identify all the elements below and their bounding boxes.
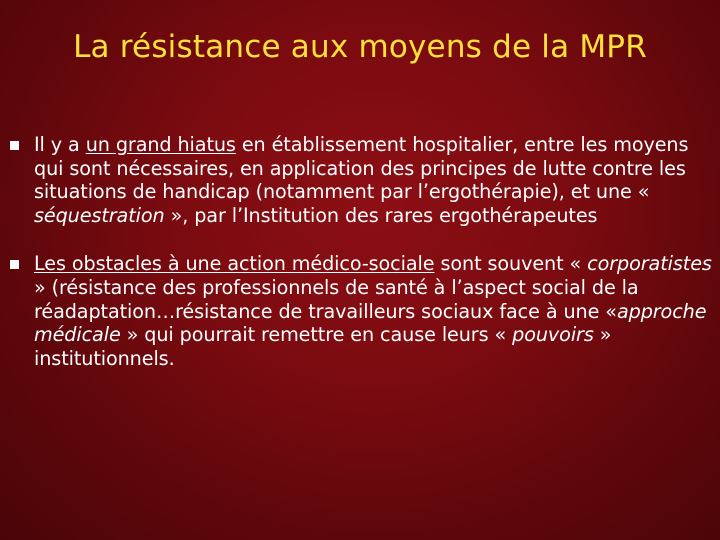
bullet-text-underlined: Les obstacles à une action médico-sociale xyxy=(34,252,435,276)
bullet-text-segment: », par l’Institution des rares ergothérapeutes xyxy=(170,203,598,227)
bullet-text-italic: pouvoirs xyxy=(512,323,600,347)
bullet-item-obstacles xyxy=(0,252,720,370)
bullet-text-segment: » institutionnels. xyxy=(34,323,612,370)
bullet-text-segment: » qui pourrait remettre en cause leurs « xyxy=(126,323,513,347)
bullet-item-hiatus xyxy=(0,133,720,227)
square-bullet-icon xyxy=(10,260,19,269)
bullet-list xyxy=(0,133,720,370)
slide-title: La résistance aux moyens de la MPR xyxy=(73,29,647,65)
bullet-text-italic: corporatistes xyxy=(581,252,712,276)
square-bullet-icon xyxy=(10,141,19,150)
bullet-text-underlined: un grand hiatus xyxy=(85,133,236,156)
bullet-text-segment: » (résistance des professionnels de santé à l’aspect social de la réadaptation…résistance de travailleurs sociaux face à une « xyxy=(34,275,639,323)
bullet-text-segment: en établissement hospitalier, entre les moyens qui sont nécessaires, en application des principes de lutte contre les situations de handicap (notamment par l’ergothérapie), et une « xyxy=(34,133,689,204)
bullet-text-italic: séquestration xyxy=(34,203,171,227)
bullet-text-segment: Il y a xyxy=(34,133,86,156)
bullet-text-italic: approche médicale xyxy=(34,299,707,347)
bullet-text-segment: sont souvent « xyxy=(434,252,582,276)
